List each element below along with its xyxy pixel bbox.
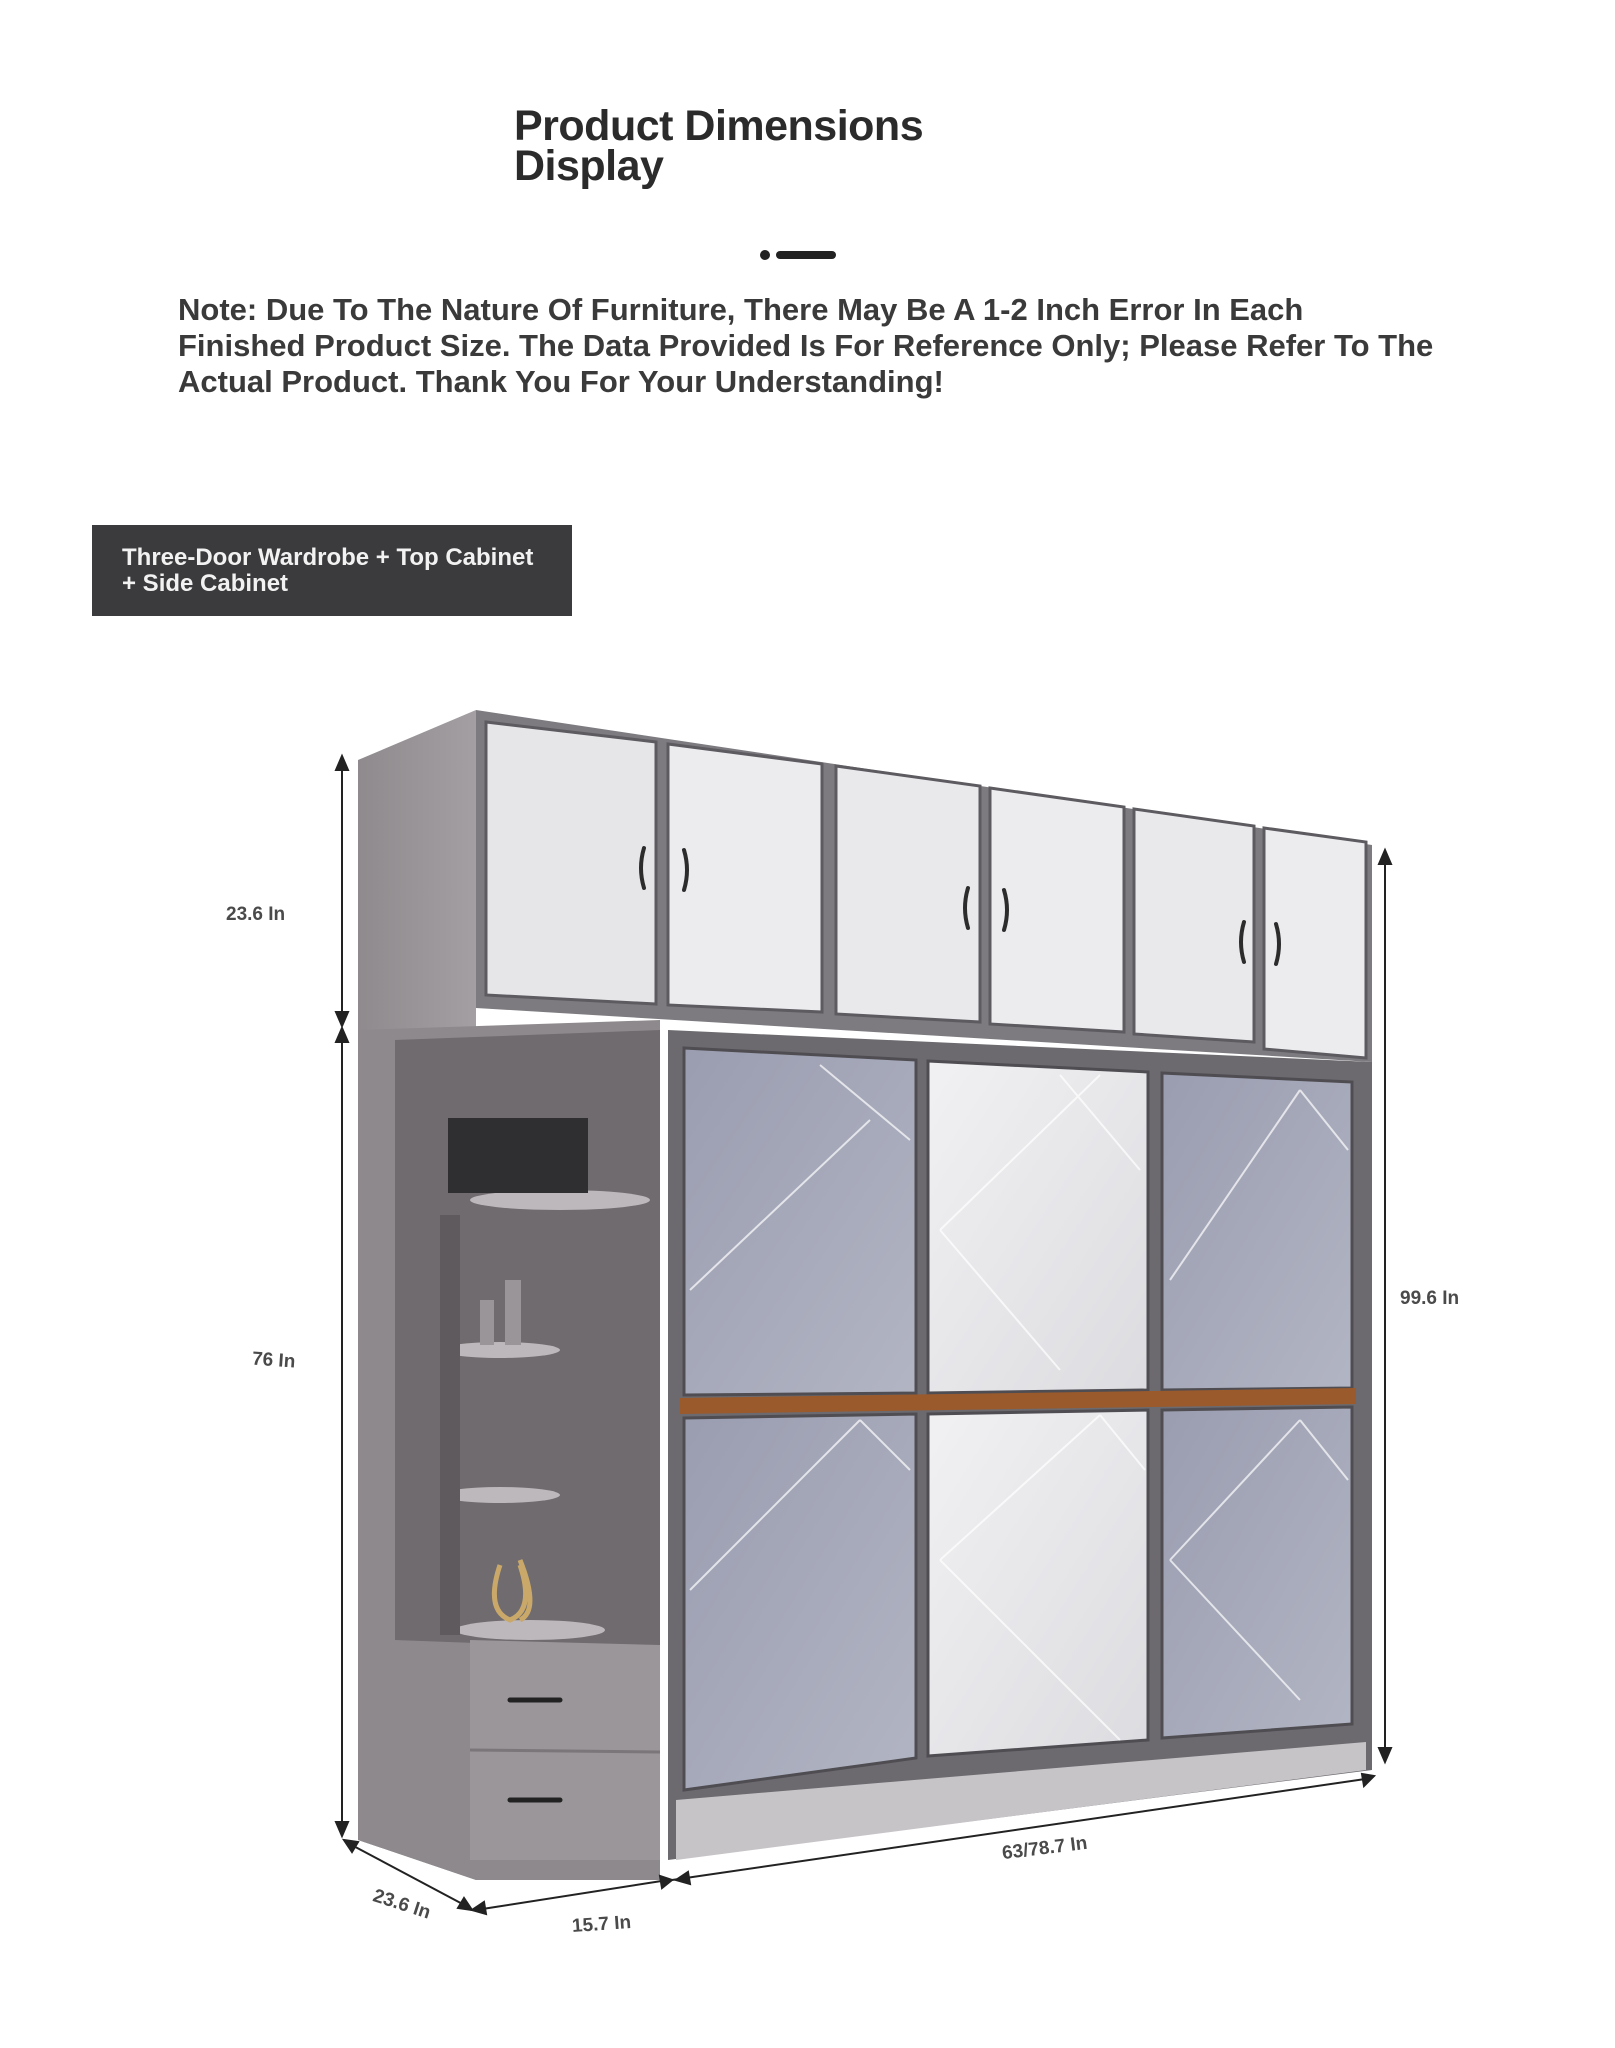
disclaimer-note: Note: Due To The Nature Of Furniture, There May Be A 1-2 Inch Error In Each Finished Product Size. The Data Provided Is For Reference Only; Please Refer To The Actual Product. Thank You For Your Understanding! xyxy=(178,292,1434,399)
dim-depth: 23.6 In xyxy=(370,1885,434,1924)
sliding-door-right-bottom xyxy=(1162,1407,1352,1738)
top-door xyxy=(836,766,980,1022)
top-door xyxy=(668,744,822,1012)
sliding-door-left-bottom xyxy=(684,1414,916,1790)
title-line-1: Product Dimensions xyxy=(514,102,924,150)
top-door xyxy=(486,722,656,1004)
title-line-2: Display xyxy=(514,142,664,190)
top-door xyxy=(1134,809,1254,1042)
dim-width: 63/78.7 In xyxy=(1000,1832,1089,1865)
dim-total-height: 99.6 In xyxy=(1400,1288,1460,1309)
sliding-door-middle-bottom xyxy=(928,1410,1148,1756)
sliding-door-left-top xyxy=(684,1048,916,1395)
sliding-doors xyxy=(680,1048,1356,1790)
dim-lower-height: 76 In xyxy=(251,1348,297,1373)
dim-side-cabinet-width: 15.7 In xyxy=(571,1911,632,1938)
dim-top-cabinet-height: 23.6 In xyxy=(226,904,286,925)
top-door xyxy=(990,788,1124,1032)
storage-box xyxy=(448,1118,588,1193)
product-label: Three-Door Wardrobe + Top Cabinet + Side Cabinet xyxy=(122,544,534,597)
